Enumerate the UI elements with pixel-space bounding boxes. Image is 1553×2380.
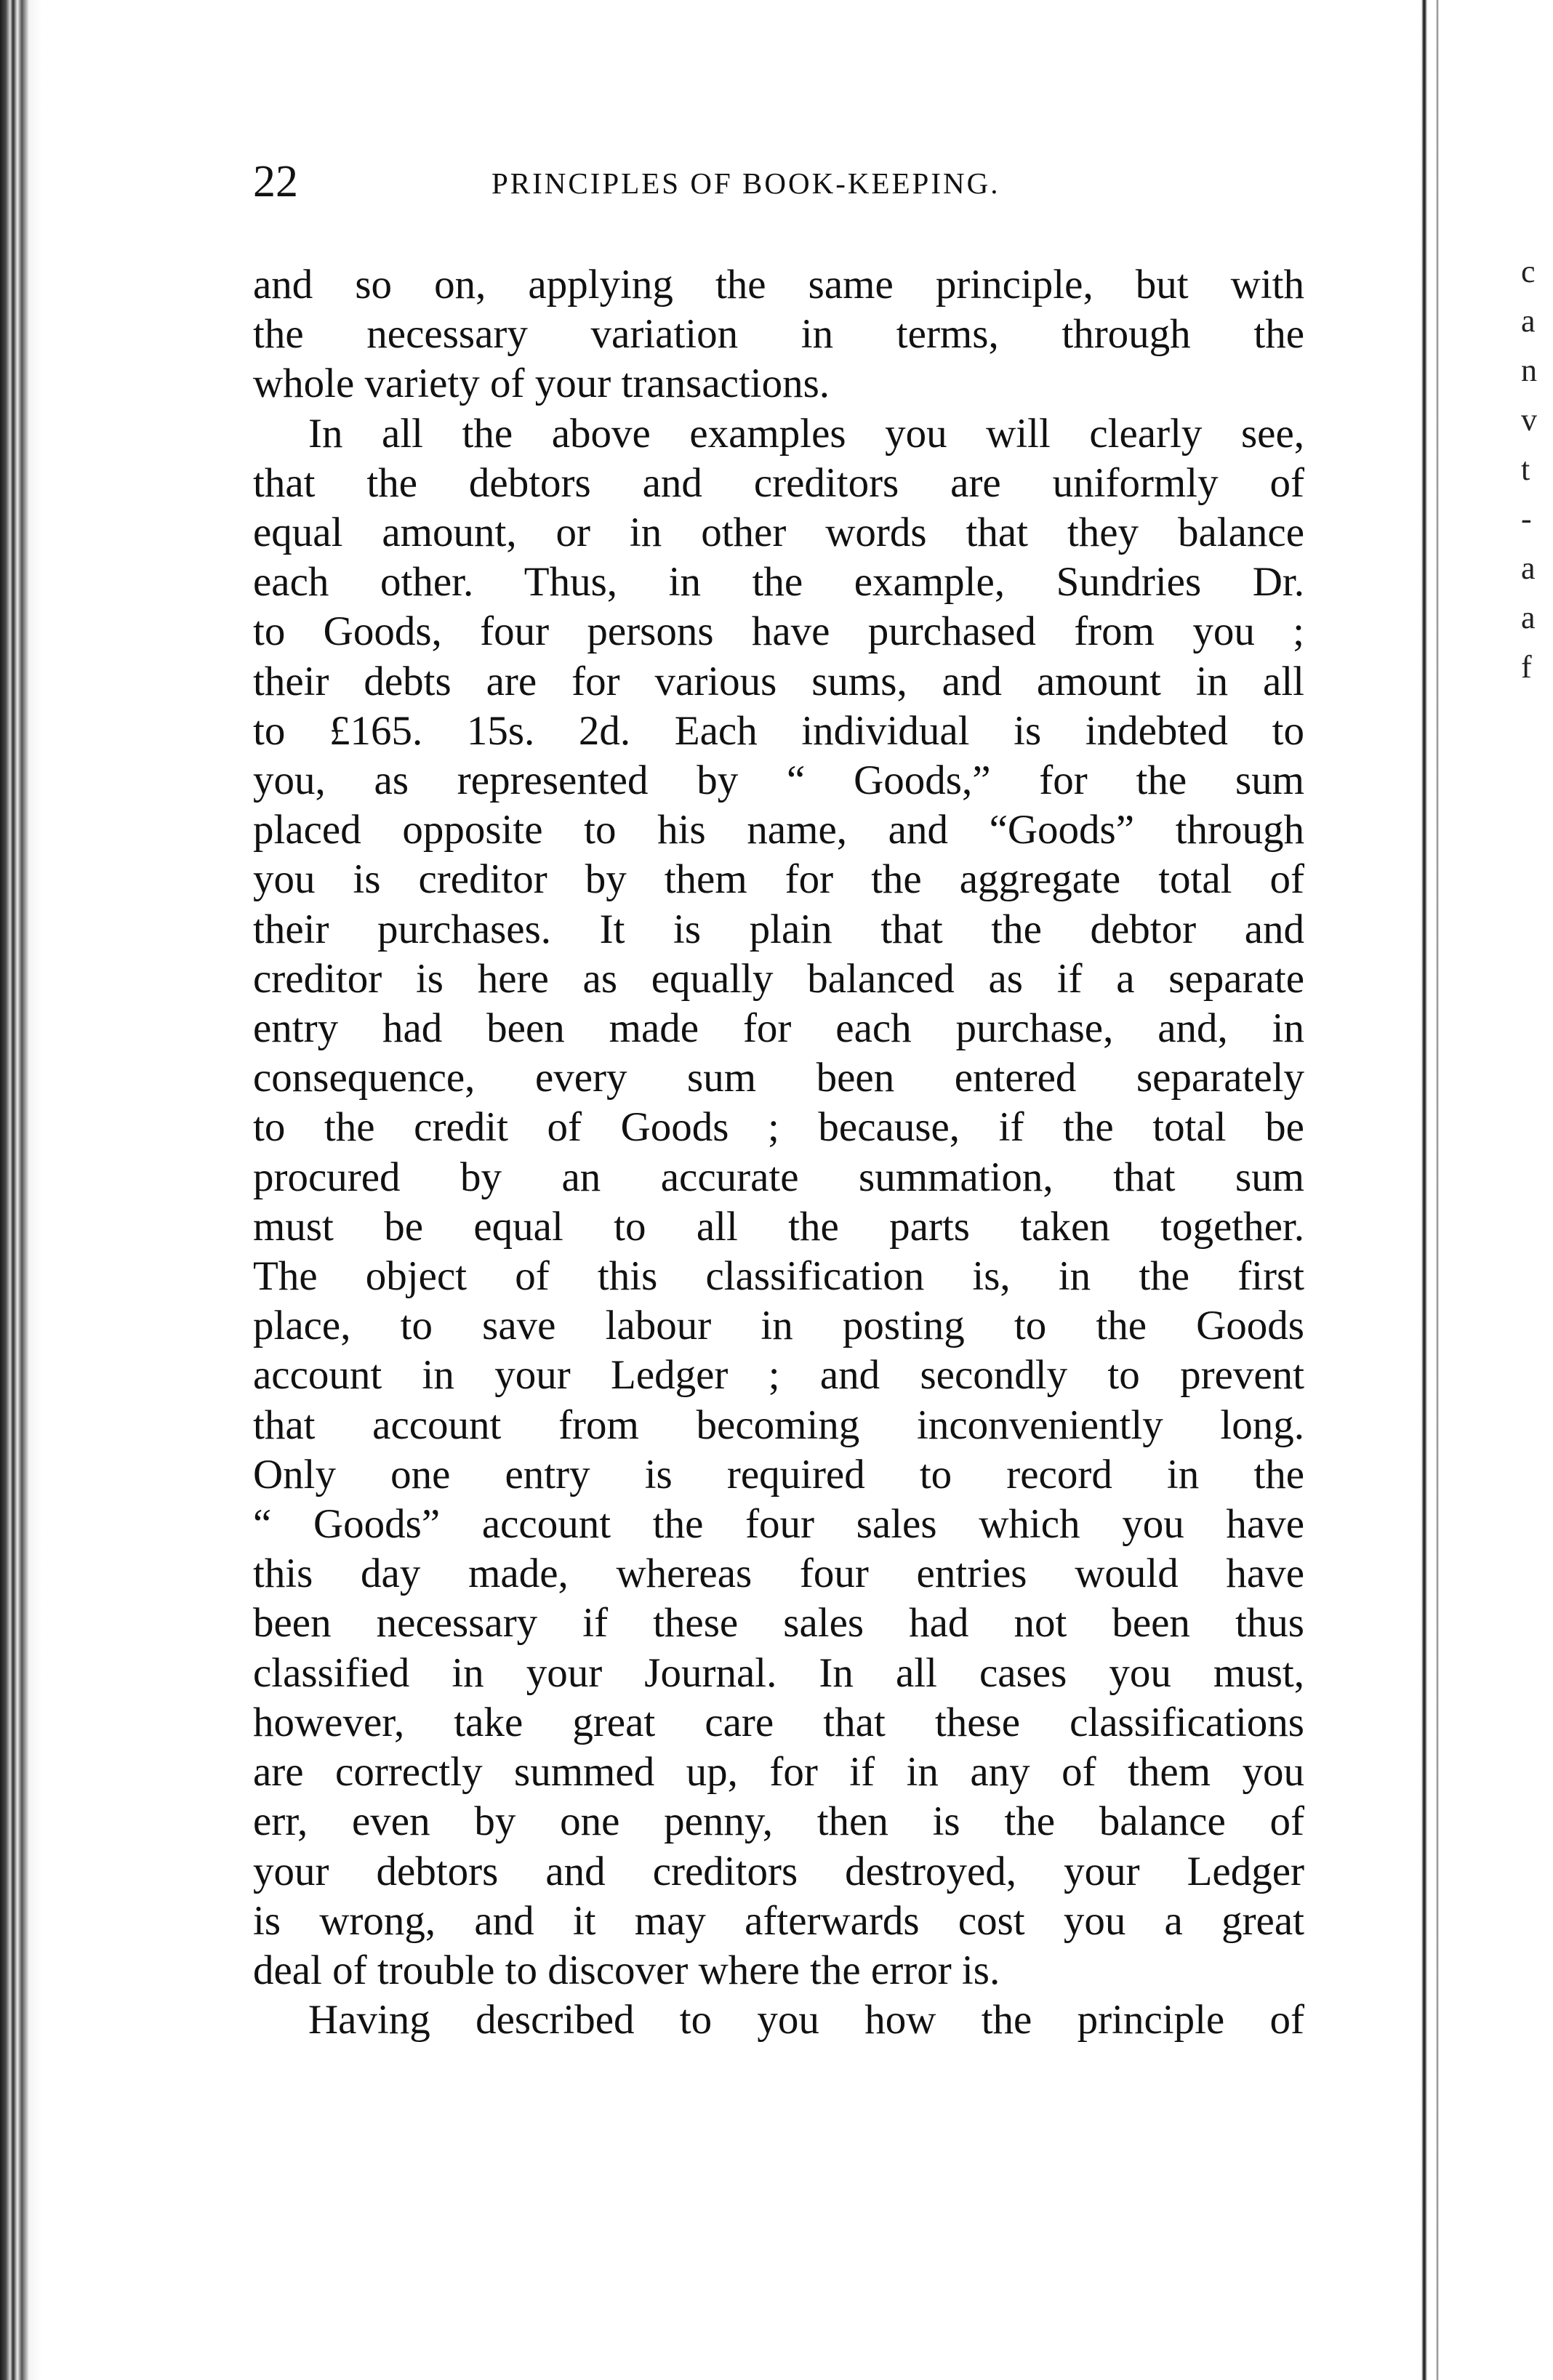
text-line: deal of trouble to discover where the error is. bbox=[253, 1947, 1000, 1993]
text-line: creditor is here as equally balanced as if a separate bbox=[253, 955, 1304, 1002]
neighbor-fragment: f bbox=[1521, 649, 1532, 685]
text-line: to Goods, four persons have purchased from you ; bbox=[253, 608, 1304, 655]
text-line: their purchases. It is plain that the debtor and bbox=[253, 906, 1304, 952]
text-line: must be equal to all the parts taken together. bbox=[253, 1203, 1304, 1250]
text-line: equal amount, or in other words that they balance bbox=[253, 510, 1304, 556]
text-line: In all the above examples you will clearly see, bbox=[308, 410, 1304, 457]
neighbor-fragment: a bbox=[1521, 550, 1536, 586]
text-line: your debtors and creditors destroyed, your Ledger bbox=[253, 1848, 1304, 1894]
neighbor-fragment: - bbox=[1521, 501, 1532, 536]
neighbor-fragment: t bbox=[1521, 451, 1530, 487]
page-header bbox=[253, 153, 1304, 211]
neighbor-fragment: n bbox=[1521, 353, 1537, 388]
text-line: you is creditor by them for the aggregate total of bbox=[253, 856, 1304, 903]
page-number: 22 bbox=[253, 157, 298, 206]
text-line: consequence, every sum been entered separately bbox=[253, 1055, 1304, 1101]
text-line: classified in your Journal. In all cases you must, bbox=[253, 1649, 1304, 1696]
scan-gutter-left bbox=[0, 0, 42, 2380]
text-line: that the debtors and creditors are uniformly of bbox=[253, 459, 1304, 506]
text-line: entry had been made for each purchase, and, in bbox=[253, 1005, 1304, 1052]
text-line: this day made, whereas four entries would have bbox=[253, 1551, 1304, 1597]
neighbor-fragment: c bbox=[1521, 254, 1536, 289]
text-line: is wrong, and it may afterwards cost you a great bbox=[253, 1897, 1304, 1944]
text-line: Only one entry is required to record in the bbox=[253, 1451, 1304, 1497]
neighbor-page-fragments bbox=[1521, 247, 1550, 692]
text-line: Having described to you how the principle of bbox=[308, 1997, 1304, 2043]
text-line: however, take great care that these classifications bbox=[253, 1699, 1304, 1745]
neighbor-fragment: a bbox=[1521, 600, 1536, 635]
text-line: their debts are for various sums, and amount in all bbox=[253, 658, 1304, 704]
text-line: that account from becoming inconveniently long. bbox=[253, 1402, 1304, 1448]
text-line: err, even by one penny, then is the balance of bbox=[253, 1798, 1304, 1845]
neighbor-fragment: v bbox=[1521, 402, 1537, 438]
text-line: place, to save labour in posting to the Goods bbox=[253, 1303, 1304, 1349]
text-line: to £165. 15s. 2d. Each individual is indebted to bbox=[253, 707, 1304, 754]
neighbor-fragment: a bbox=[1521, 303, 1536, 339]
text-line: each other. Thus, in the example, Sundries Dr. bbox=[253, 559, 1304, 606]
text-line: account in your Ledger ; and secondly to prevent bbox=[253, 1352, 1304, 1399]
text-line: been necessary if these sales had not been thus bbox=[253, 1600, 1304, 1647]
body-text bbox=[253, 260, 1304, 2045]
text-line: placed opposite to his name, and “Goods” through bbox=[253, 807, 1304, 853]
page-edge-right bbox=[1421, 0, 1427, 2380]
text-line: procured by an accurate summation, that sum bbox=[253, 1154, 1304, 1200]
text-line: “ Goods” account the four sales which you have bbox=[253, 1501, 1304, 1548]
text-line: the necessary variation in terms, through the bbox=[253, 311, 1304, 358]
text-line: whole variety of your transactions. bbox=[253, 361, 830, 407]
text-line: are correctly summed up, for if in any of them you bbox=[253, 1749, 1304, 1796]
text-line: to the credit of Goods ; because, if the total be bbox=[253, 1104, 1304, 1151]
page-edge-right-shadow bbox=[1436, 0, 1439, 2380]
running-head: PRINCIPLES OF BOOK-KEEPING. bbox=[491, 166, 1000, 200]
text-line: you, as represented by “ Goods,” for the sum bbox=[253, 757, 1304, 804]
text-line: and so on, applying the same principle, but with bbox=[253, 262, 1304, 307]
text-line: The object of this classification is, in the first bbox=[253, 1253, 1304, 1300]
